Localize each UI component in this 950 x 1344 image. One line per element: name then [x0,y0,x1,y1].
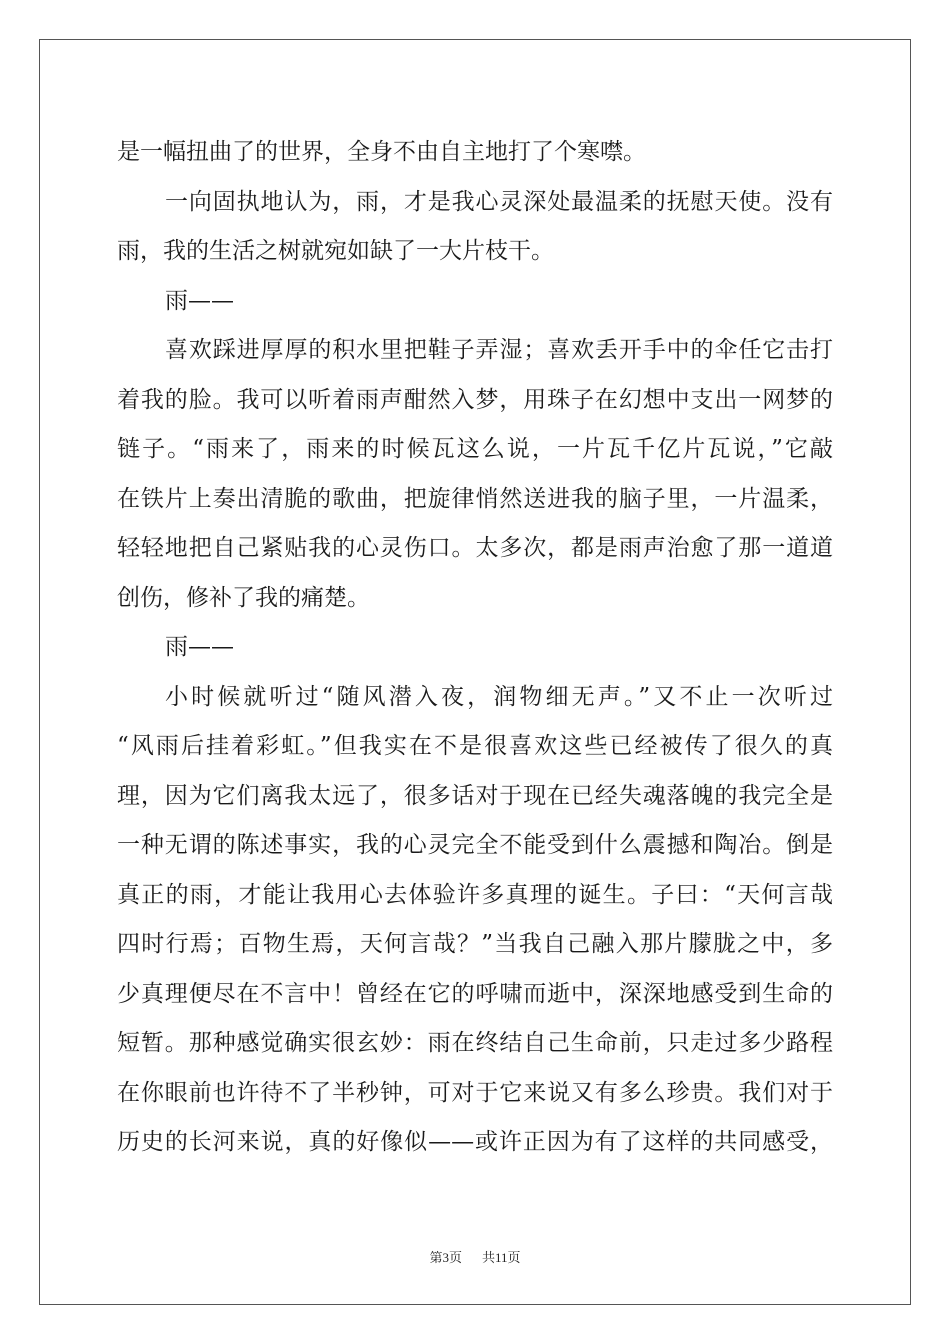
text-line: 雨—— [165,634,234,660]
text-line: “风雨后挂着彩虹。”但我实在不是很喜欢这些已经被传了很久的真 [117,733,833,759]
text-line: 在你眼前也许待不了半秒钟，可对于它来说又有多么珍贵。我们对于 [117,1079,833,1106]
document-body [117,128,833,1168]
text-line: 轻轻地把自己紧贴我的心灵伤口。太多次，都是雨声治愈了那一道道 [117,535,833,561]
text-line: 创伤，修补了我的痛楚。 [117,584,370,611]
text-line: 是一幅扭曲了的世界，全身不由自主地打了个寒噤。 [117,139,646,165]
page-footer [0,1247,950,1266]
text-line: 少真理便尽在不言中！曾经在它的呼啸而逝中，深深地感受到生命的 [117,980,833,1007]
page-total: 共11页 [481,1250,521,1265]
text-line: 着我的脸。我可以听着雨声酣然入梦，用珠子在幻想中支出一网梦的 [117,386,833,413]
text-line: 短暂。那种感觉确实很玄妙：雨在终结自己生命前，只走过多少路程 [117,1030,833,1056]
text-line: 历史的长河来说，真的好像似——或许正因为有了这样的共同感受， [117,1129,833,1155]
text-line: 一向固执地认为，雨，才是我心灵深处最温柔的抚慰天使。没有 [165,188,833,215]
text-line: 在铁片上奏出清脆的歌曲，把旋律悄然送进我的脑子里，一片温柔， [117,485,833,512]
text-line: 雨，我的生活之树就宛如缺了一大片枝干。 [117,238,554,264]
text-line: 真正的雨，才能让我用心去体验许多真理的诞生。子曰：“天何言哉 [117,881,833,908]
text-line: 雨—— [165,287,234,314]
text-line: 理，因为它们离我太远了，很多话对于现在已经失魂落魄的我完全是 [117,782,833,809]
page-number: 第3页 [429,1250,462,1265]
text-line: 四时行焉；百物生焉，天何言哉？”当我自己融入那片朦胧之中，多 [117,931,833,957]
text-line: 一种无谓的陈述事实，我的心灵完全不能受到什么震撼和陶冶。倒是 [117,832,833,858]
text-line: 喜欢踩进厚厚的积水里把鞋子弄湿；喜欢丢开手中的伞任它击打 [165,337,833,363]
text-line: 链子。“雨来了，雨来的时候瓦这么说，一片瓦千亿片瓦说，”它敲 [117,436,833,462]
text-line: 小时候就听过“随风潜入夜，润物细无声。”又不止一次听过 [165,683,833,710]
